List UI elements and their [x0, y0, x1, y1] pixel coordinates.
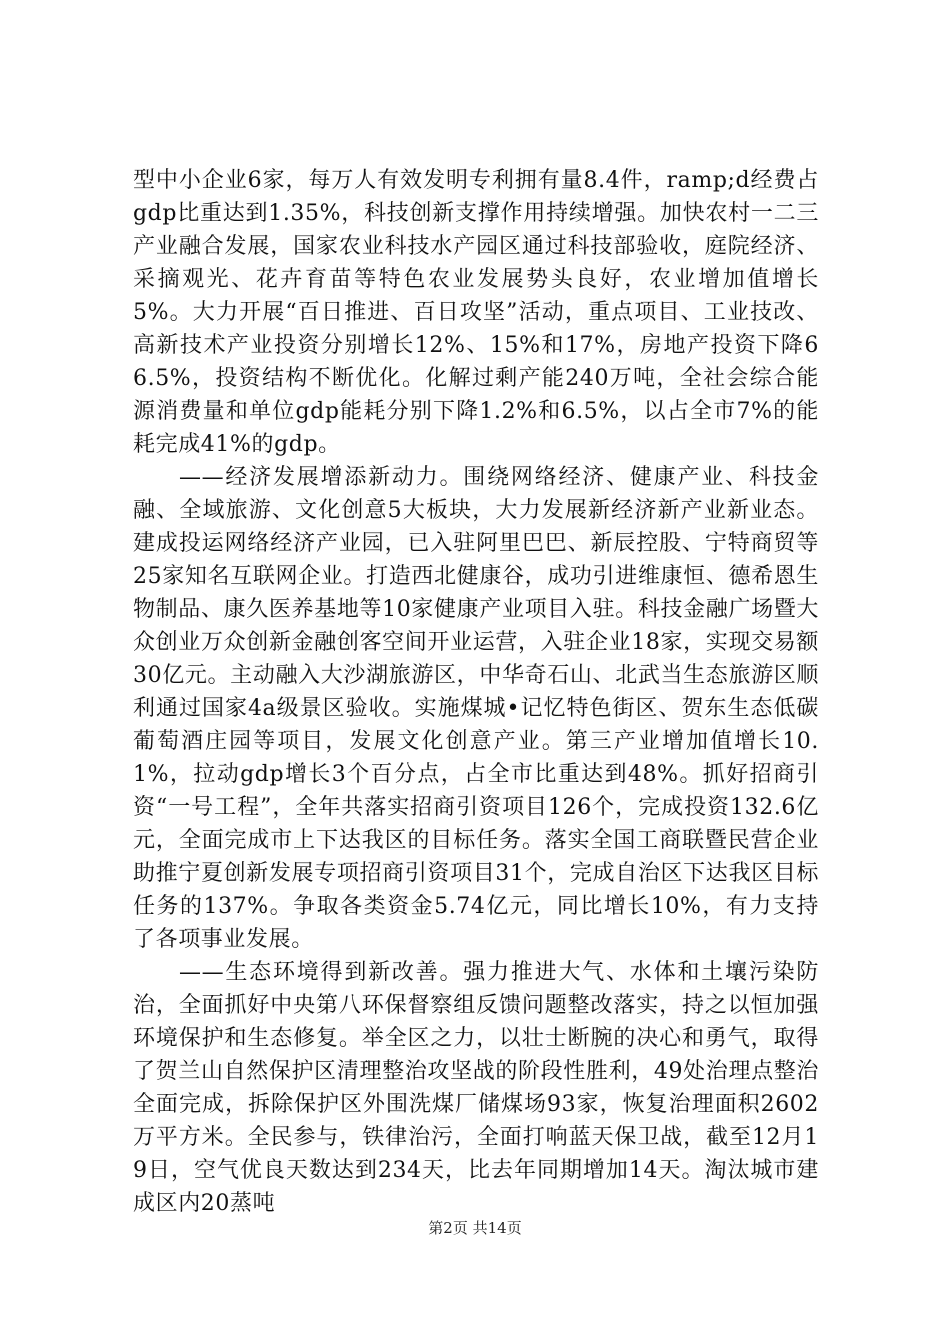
paragraph-3: ——生态环境得到新改善。强力推进大气、水体和土壤污染防治，全面抓好中央第八环保督察组反馈问题整改落实，持之以恒加强环境保护和生态修复。举全区之力，以壮士断腕的决心和勇气，取得了贺兰山自然保护区清理整治攻坚战的阶段性胜利，49处治理点整治全面完成，拆除保护区外围洗煤厂储煤场93家，恢复治理面积2602万平方米。全民参与，铁律治污，全面打响蓝天保卫战，截至12月19日，空气优良天数达到234天，比去年同期增加14天。淘汰城市建成区内20蒸吨	[133, 960, 819, 1216]
paragraph-2: ——经济发展增添新动力。围绕网络经济、健康产业、科技金融、全域旅游、文化创意5大板块，大力发展新经济新产业新业态。建成投运网络经济产业园，已入驻阿里巴巴、新辰控股、宁特商贸等25家知名互联网企业。打造西北健康谷，成功引进维康恒、德希恩生物制品、康久医养基地等10家健康产业项目入驻。科技金融广场暨大众创业万众创新金融创客空间开业运营，入驻企业18家，实现交易额30亿元。主动融入大沙湖旅游区，中华奇石山、北武当生态旅游区顺利通过国家4a级景区验收。实施煤城•记忆特色街区、贺东生态低碳葡萄酒庄园等项目，发展文化创意产业。第三产业增加值增长10.1%，拉动gdp增长3个百分点，占全市比重达到48%。抓好招商引资“一号工程”，全年共落实招商引资项目126个，完成投资132.6亿元，全面完成市上下达我区的目标任务。落实全国工商联暨民营企业助推宁夏创新发展专项招商引资项目31个，完成自治区下达我区目标任务的137%。争取各类资金5.74亿元，同比增长10%，有力支持了各项事业发展。	[133, 465, 819, 952]
document-body	[133, 164, 819, 1220]
paragraph-1: 型中小企业6家，每万人有效发明专利拥有量8.4件，ramp;d经费占gdp比重达到1.35%，科技创新支撑作用持续增强。加快农村一二三产业融合发展，国家农业科技水产园区通过科技部验收，庭院经济、采摘观光、花卉育苗等特色农业发展势头良好，农业增加值增长5%。大力开展“百日推进、百日攻坚”活动，重点项目、工业技改、高新技术产业投资分别增长12%、15%和17%，房地产投资下降66.5%，投资结构不断优化。化解过剩产能240万吨，全社会综合能源消费量和单位gdp能耗分别下降1.2%和6.5%，以占全市7%的能耗完成41%的gdp。	[133, 168, 819, 457]
page-number-footer: 第2页 共14页	[428, 1219, 522, 1237]
